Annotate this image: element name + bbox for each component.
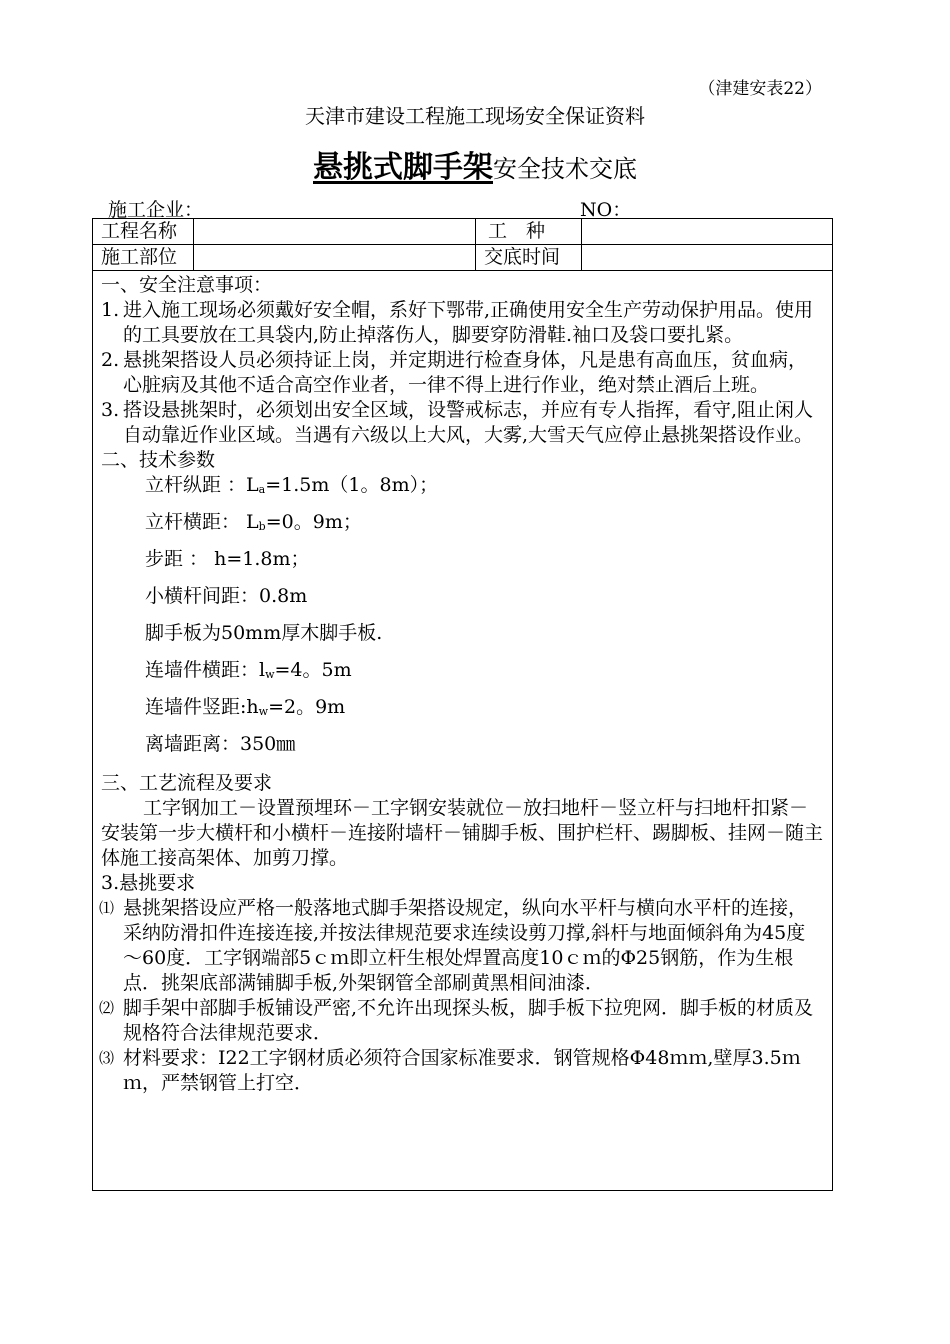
param-value: =1.5m（1。8m）；	[265, 474, 439, 496]
work-type-label: 工 种	[475, 219, 583, 244]
param-label: 连墙件横距：l	[145, 659, 266, 681]
company-label: 施工企业：	[108, 199, 204, 221]
item-text: 悬挑架搭设人员必须持证上岗，并定期进行检查身体，凡是患有高血压，贫血病，心脏病及其他不适合高空作业者，一律不得上进行作业，绝对禁止酒后上班。	[123, 349, 808, 396]
param-label: 立杆横距： L	[145, 511, 259, 533]
param-subscript: w	[258, 705, 269, 718]
item-number: 3.	[101, 399, 120, 421]
form-body	[93, 271, 832, 1098]
param-row	[101, 652, 824, 689]
requirement-item	[101, 896, 824, 996]
location-field[interactable]	[193, 245, 475, 270]
param-value: =4。5m	[274, 659, 352, 681]
section-3-heading: 三、工艺流程及要求	[101, 772, 273, 794]
param-row	[101, 467, 824, 504]
param-row: 脚手板为50mm厚木脚手板.	[145, 622, 383, 644]
org-title: 天津市建设工程施工现场安全保证资料	[305, 104, 645, 128]
item-number: ⑵	[99, 999, 115, 1017]
safety-item	[101, 398, 824, 448]
param-row: 小横杆间距：0.8m	[145, 585, 308, 607]
param-row: 步距 ： h=1.8m；	[145, 548, 310, 570]
form-code: （津建安表22）	[698, 79, 822, 99]
item-text: 脚手架中部脚手板铺设严密,不允许出现探头板，脚手板下拉兜网．脚手板的材质及规格符合法律规范要求．	[123, 997, 814, 1044]
item-text: 材料要求：I22工字钢材质必须符合国家标准要求．钢管规格Φ48ｍｍ,壁厚3.5ｍｍ，严禁钢管上打空．	[123, 1047, 801, 1094]
safety-item	[101, 298, 824, 348]
param-label: 立杆纵距 ：L	[145, 474, 259, 496]
document-title	[0, 142, 950, 186]
param-subscript: a	[258, 483, 266, 496]
item-number: 2.	[101, 349, 120, 371]
handover-time-field[interactable]	[581, 245, 834, 270]
section-2-heading: 二、技术参数	[101, 449, 216, 471]
handover-form	[92, 218, 833, 1191]
process-flow-text: 工字钢加工－设置预埋环－工字钢安装就位－放扫地杆－竖立杆与扫地杆扣紧－安装第一步大横杆和小横杆－连接附墙杆－铺脚手板、围护栏杆、踢脚板、挂网－随主体施工接高架体、加剪刀撑。	[101, 797, 824, 869]
requirement-item	[101, 1046, 824, 1096]
location-label: 施工部位	[101, 246, 178, 268]
title-main: 悬挑式脚手架	[313, 150, 493, 185]
param-subscript: w	[265, 668, 275, 681]
param-value: =0。9m；	[265, 511, 362, 533]
handover-time-label: 交底时间	[475, 245, 581, 270]
param-value: =2。9m	[268, 696, 346, 718]
param-subscript: b	[258, 520, 266, 533]
header-row-2	[93, 245, 832, 271]
param-row	[101, 504, 824, 541]
item-number: ⑶	[99, 1049, 115, 1067]
safety-item	[101, 348, 824, 398]
section-1-heading: 一、安全注意事项：	[101, 274, 273, 296]
work-type-field[interactable]	[581, 219, 834, 244]
requirement-item	[101, 996, 824, 1046]
param-label: 连墙件竖距:h	[145, 696, 259, 718]
title-sub: 安全技术交底	[493, 155, 637, 183]
project-name-label: 工程名称	[101, 220, 178, 242]
item-text: 悬挑架搭设应严格一般落地式脚手架搭设规定，纵向水平杆与横向水平杆的连接，采纳防滑扣件连接连接,并按法律规范要求连续设剪刀撑,斜杆与地面倾斜角为45度～60度．工字钢端部5ｃｍ即立杆生根处焊置高度10ｃｍ的Φ25钢筋，作为生根点．挑架底部满铺脚手板,外架钢管全部刷黄黑相间油漆．	[123, 897, 808, 994]
item-number: 1.	[101, 299, 120, 321]
number-label: NO：	[580, 199, 632, 221]
item-text: 搭设悬挑架时，必须划出安全区域，设警戒标志，并应有专人指挥，看守,阻止闲人自动靠近作业区域。当遇有六级以上大风，大雾,大雪天气应停止悬挑架搭设作业。	[123, 399, 814, 446]
item-number: ⑴	[99, 899, 115, 917]
param-row	[101, 689, 824, 726]
header-row-1	[93, 219, 832, 245]
cantilever-requirements-heading: 3.悬挑要求	[101, 872, 196, 894]
item-text: 进入施工现场必须戴好安全帽，系好下鄂带,正确使用安全生产劳动保护用品。使用的工具要放在工具袋内,防止掉落伤人，脚要穿防滑鞋.袖口及袋口要扎紧。	[123, 299, 814, 346]
param-row: 离墙距离：350㎜	[145, 733, 296, 755]
